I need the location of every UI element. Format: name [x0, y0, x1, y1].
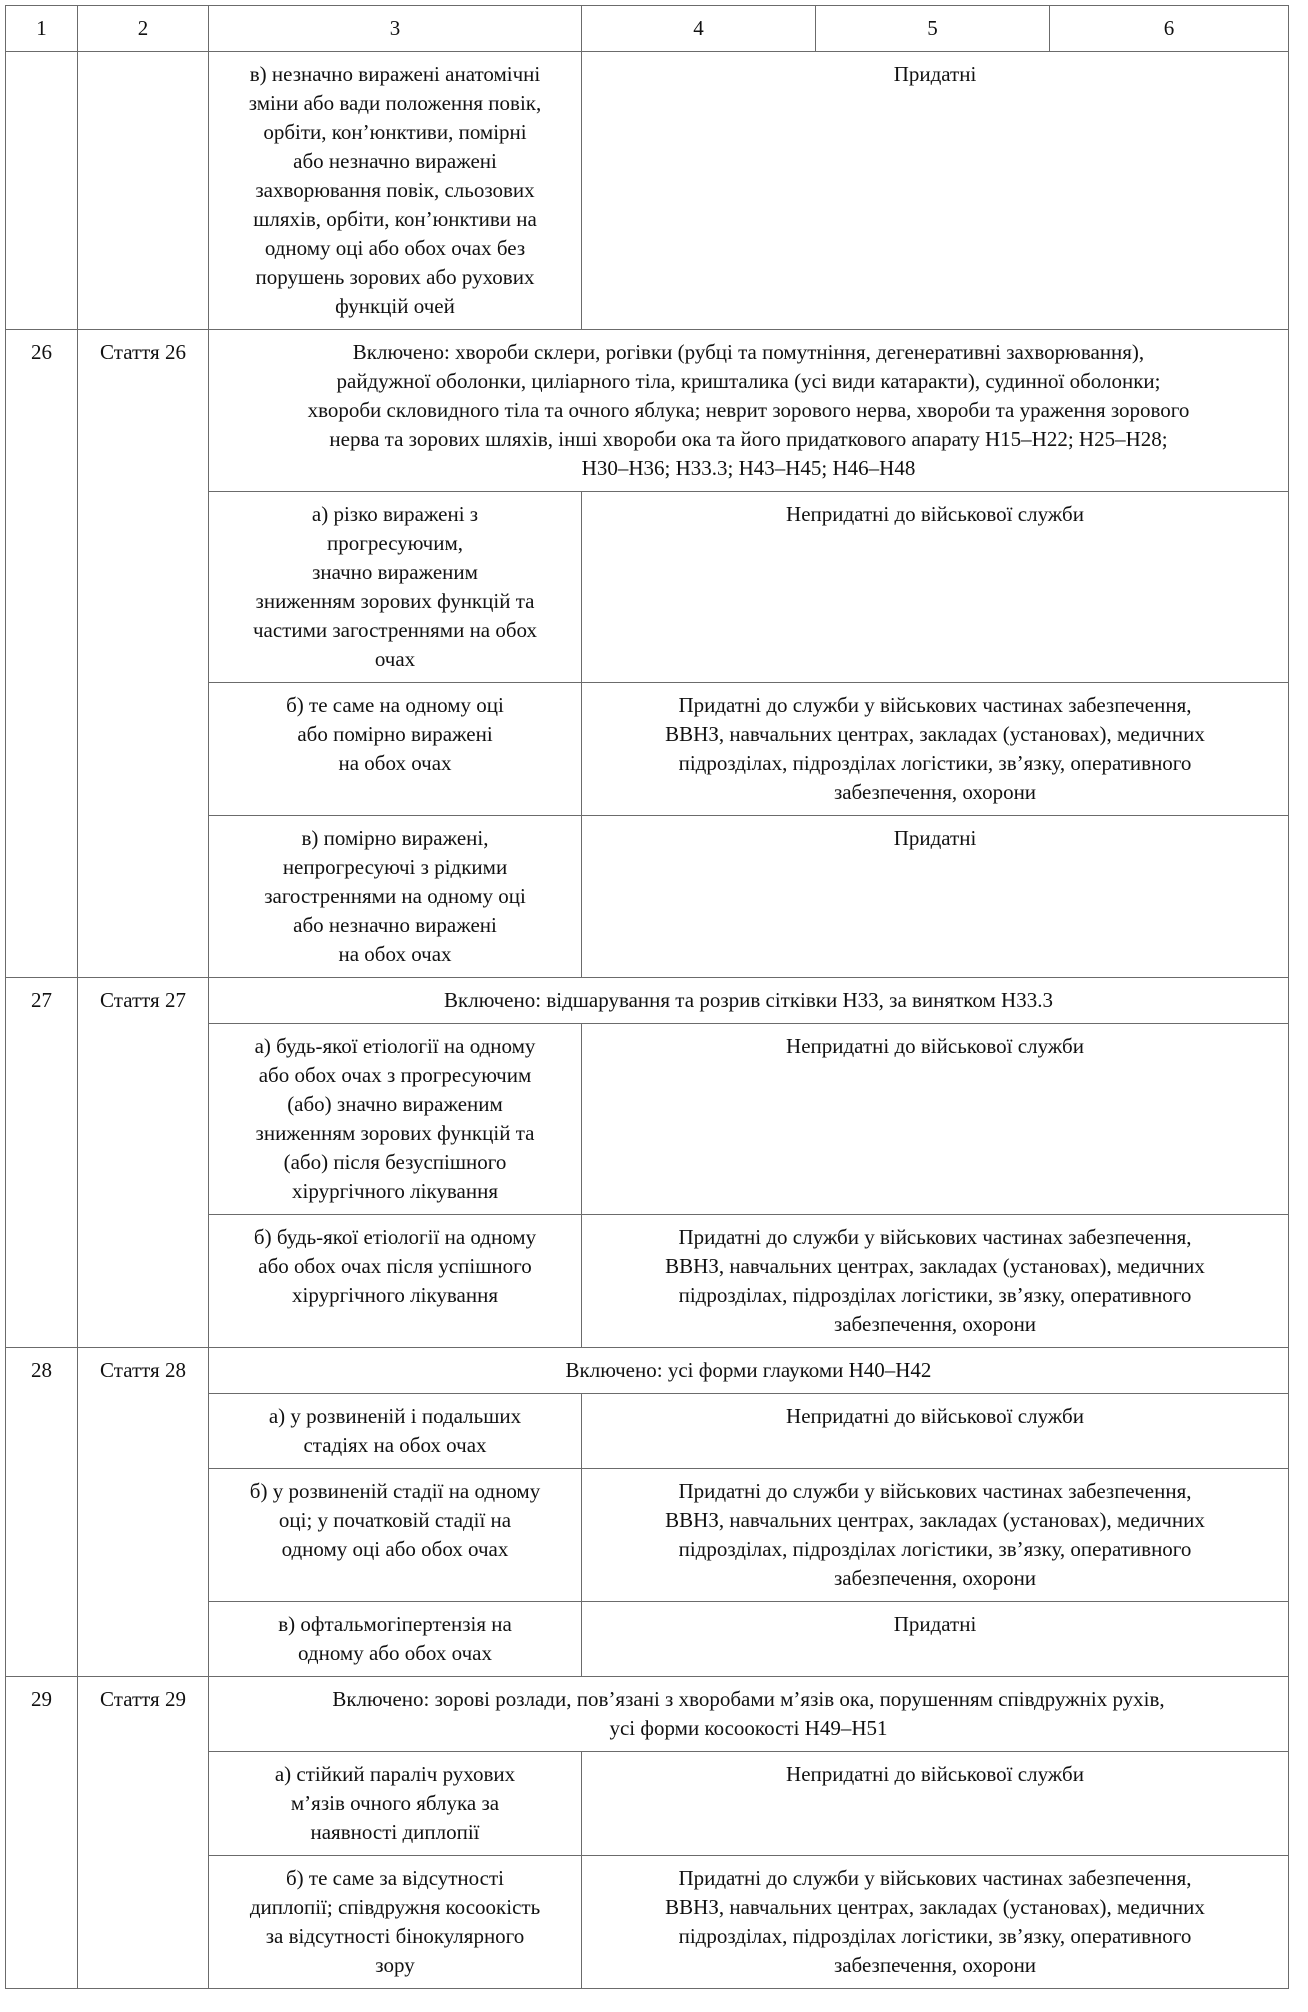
- article-num-text: 28: [31, 1358, 52, 1382]
- verdict-text: Придатні до служби у військових частинах забезпечення, ВВНЗ, навчальних центрах, закладах (установах), медичних підрозділах, підрозділах логістики, зв’язку, оперативного забезпечення, охорони: [665, 1225, 1205, 1336]
- article-name-cell: [78, 1677, 209, 1989]
- article-row: [6, 330, 1289, 492]
- article-name-text: Стаття 26: [100, 340, 186, 364]
- included-text: Включено: зорові розлади, пов’язані з хворобами м’язів ока, порушенням співдружніх рухів, усі форми косоокості H49–H51: [332, 1687, 1165, 1740]
- condition-cell: [209, 816, 582, 978]
- verdict-cell: [582, 683, 1289, 816]
- article-name-cell: [78, 978, 209, 1348]
- article-num-text: 26: [31, 340, 52, 364]
- verdict-cell: [582, 52, 1289, 330]
- verdict-text: Придатні до служби у військових частинах забезпечення, ВВНЗ, навчальних центрах, закладах (установах), медичних підрозділах, підрозділах логістики, зв’язку, оперативного забезпечення, охорони: [665, 693, 1205, 804]
- condition-text: б) те саме за відсутності диплопії; співдружня косоокість за відсутності бінокулярного зору: [249, 1866, 541, 1977]
- verdict-cell: [582, 816, 1289, 978]
- condition-text: а) різко виражені з прогресуючим, значно вираженим зниженням зорових функцій та частими загостреннями на обох очах: [252, 502, 538, 671]
- condition-cell: [209, 1752, 582, 1856]
- article-name-cell: [78, 330, 209, 978]
- verdict-cell: [582, 1602, 1289, 1677]
- included-text: Включено: відшарування та розрив сітківки H33, за винятком H33.3: [444, 988, 1053, 1012]
- article-num-cell: [6, 978, 78, 1348]
- condition-text: а) у розвиненій і подальших стадіях на обох очах: [268, 1404, 522, 1457]
- verdict-cell: [582, 1024, 1289, 1215]
- header-cell-5: 5: [816, 6, 1050, 52]
- included-cell: [209, 1348, 1289, 1394]
- condition-text: в) офтальмогіпертензія на одному або обох очах: [278, 1612, 512, 1665]
- verdict-cell: [582, 1394, 1289, 1469]
- article-name-text: Стаття 27: [100, 988, 186, 1012]
- article-name-cell: [78, 1348, 209, 1677]
- verdict-cell: [582, 492, 1289, 683]
- condition-text: а) стійкий параліч рухових м’язів очного яблука за наявності диплопії: [274, 1762, 516, 1844]
- header-cell-2: 2: [78, 6, 209, 52]
- verdict-text: Непридатні до військової служби: [786, 502, 1084, 526]
- included-cell: [209, 978, 1289, 1024]
- verdict-cell: [582, 1469, 1289, 1602]
- article-num-text: 27: [31, 988, 52, 1012]
- verdict-text: Придатні: [893, 826, 977, 850]
- article-row: [6, 978, 1289, 1024]
- condition-cell: [209, 492, 582, 683]
- article-name-text: Стаття 28: [100, 1358, 186, 1382]
- condition-text: в) помірно виражені, непрогресуючі з рідкими загостреннями на одному оці або незначно виражені на обох очах: [264, 826, 526, 966]
- condition-cell: [209, 1024, 582, 1215]
- continued-num-cell: [6, 52, 78, 330]
- condition-text: б) те саме на одному оці або помірно виражені на обох очах: [286, 693, 504, 775]
- condition-text: в) незначно виражені анатомічні зміни або вади положення повік, орбіти, кон’юнктиви, помірні або незначно виражені захворювання повік, сльозових шляхів, орбіти, кон’юнктиви на одному оці або обох очах без порушень зорових або рухових функцій очей: [248, 62, 542, 318]
- verdict-text: Придатні до служби у військових частинах забезпечення, ВВНЗ, навчальних центрах, закладах (установах), медичних підрозділах, підрозділах логістики, зв’язку, оперативного забезпечення, охорони: [665, 1866, 1205, 1977]
- verdict-text: Придатні: [893, 62, 977, 86]
- condition-cell: [209, 1469, 582, 1602]
- fitness-table: [5, 5, 1289, 1989]
- verdict-cell: [582, 1215, 1289, 1348]
- header-cell-4: 4: [582, 6, 816, 52]
- verdict-text: Непридатні до військової служби: [786, 1034, 1084, 1058]
- verdict-text: Придатні: [893, 1612, 977, 1636]
- article-num-cell: [6, 1677, 78, 1989]
- condition-cell: [209, 1856, 582, 1989]
- header-cell-1: 1: [6, 6, 78, 52]
- continued-row: [6, 52, 1289, 330]
- condition-cell: [209, 1394, 582, 1469]
- included-cell: [209, 1677, 1289, 1752]
- header-row: [6, 6, 1289, 52]
- verdict-text: Придатні до служби у військових частинах забезпечення, ВВНЗ, навчальних центрах, закладах (установах), медичних підрозділах, підрозділах логістики, зв’язку, оперативного забезпечення, охорони: [665, 1479, 1205, 1590]
- condition-cell: [209, 52, 582, 330]
- continued-name-cell: [78, 52, 209, 330]
- condition-text: б) у розвиненій стадії на одному оці; у початковій стадії на одному оці або обох очах: [249, 1479, 541, 1561]
- condition-cell: [209, 1602, 582, 1677]
- condition-cell: [209, 683, 582, 816]
- article-num-cell: [6, 330, 78, 978]
- article-row: [6, 1348, 1289, 1394]
- article-name-text: Стаття 29: [100, 1687, 186, 1711]
- condition-text: б) будь-якої етіології на одному або обох очах після успішного хірургічного лікування: [253, 1225, 537, 1307]
- article-num-text: 29: [31, 1687, 52, 1711]
- verdict-text: Непридатні до військової служби: [786, 1404, 1084, 1428]
- included-text: Включено: усі форми глаукоми H40–H42: [565, 1358, 932, 1382]
- header-cell-6: 6: [1050, 6, 1289, 52]
- verdict-text: Непридатні до військової служби: [786, 1762, 1084, 1786]
- included-cell: [209, 330, 1289, 492]
- verdict-cell: [582, 1856, 1289, 1989]
- header-cell-3: 3: [209, 6, 582, 52]
- article-row: [6, 1677, 1289, 1752]
- verdict-cell: [582, 1752, 1289, 1856]
- condition-cell: [209, 1215, 582, 1348]
- article-num-cell: [6, 1348, 78, 1677]
- condition-text: а) будь-якої етіології на одному або обох очах з прогресуючим (або) значно вираженим зниженням зорових функцій та (або) після безуспішного хірургічного лікування: [254, 1034, 536, 1203]
- included-text: Включено: хвороби склери, рогівки (рубці та помутніння, дегенеративні захворювання), райдужної оболонки, циліарного тіла, кришталика (усі види катаракти), судинної оболонки; хвороби скловидного тіла та очного яблука; неврит зорового нерва, хвороби та ураження зорового нерва та зорових шляхів, інші хвороби ока та його придаткового апарату H15–H22; H25–H28; H30–H36; H33.3; H43–H45; H46–H48: [307, 340, 1190, 480]
